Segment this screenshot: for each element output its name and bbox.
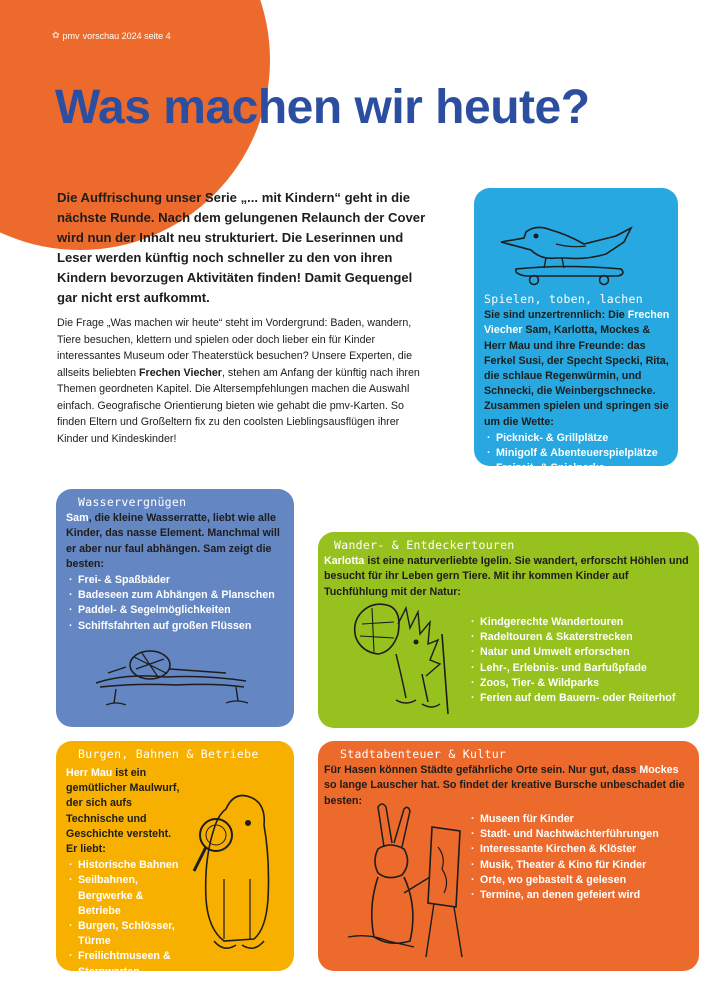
box-text-a: , die kleine Wasserratte, liebt wie alle Kinder, das nasse Element. Manchmal will er aber nur faul abhängen. Sam zeigt die besten:	[66, 512, 280, 570]
box-text-b: Sam, Karlotta, Mockes & Herr Mau und ihre Freunde: das Ferkel Susi, der Specht Specki, Rita, die schlaue Regenwürmin, und Schnecki, die Weinbergschnecke. Zusammen spielen und springen sie um die Wette:	[484, 324, 669, 428]
box-title: Spielen, toben, lachen	[484, 292, 643, 306]
intro-paragraph: Die Auffrischung unser Serie „... mit Kindern“ geht in die nächste Runde. Nach dem gelungenen Relaunch der Cover wird nun der Inhalt neu strukturiert. Die Leserinnen und Leser werden künftig noch schneller zu den von ihren Kindern bevorzugen Aktivitäten finden! Damit Gequengel gar nicht erst aufkommt.	[57, 190, 426, 305]
list-item: · Burgen, Schlösser, Türme	[66, 919, 182, 949]
box-highlight: Sam	[66, 512, 89, 525]
list-item: · Radeltouren & Skaterstrecken	[468, 630, 694, 645]
list-item: · Freizeit- & Spielparks	[484, 461, 674, 476]
box-title: Wasservergnügen	[78, 495, 187, 509]
box-stadt	[318, 741, 699, 971]
body-text-2: , stehen am Anfang der künftig nach ihren Themen geordneten Kapitel. Die Altersempfehlungen machen die Auswahl einfach. Geografische Orientierung bieten wie gehabt die pmv-Karten. So finden Eltern und Großeltern fix zu den coolsten Lieblingsausflügen ihrer Kinder und Kindeskinder!	[57, 366, 420, 445]
bird-skateboard-illustration	[496, 214, 646, 284]
box-wandern	[318, 532, 699, 728]
box-text	[324, 554, 694, 600]
list-item: · Erlebniswelten & Escaperooms	[484, 476, 674, 491]
body-highlight: Frechen Viecher	[139, 366, 222, 379]
list-item: · Lehr-, Erlebnis- und Barfußpfade	[468, 661, 694, 676]
header-line: vorschau 2024 seite 4	[82, 30, 171, 41]
hedgehog-hiker-illustration	[332, 594, 462, 719]
box-highlight: Karlotta	[324, 555, 365, 568]
list-item: · Museen für Kinder	[468, 812, 694, 827]
box-burgen	[56, 741, 294, 978]
list-item: · Zoos, Tier- & Wildparks	[468, 676, 694, 691]
box-text-a: ist eine naturverliebte Igelin. Sie wandert, erforscht Höhlen und besucht für ihr Leben gern Tiere. Mit ihr kommen Kinder auf Tuchfühlung mit der Natur:	[324, 555, 689, 598]
box-text	[66, 511, 288, 572]
box-title: Wander- & Entdeckertouren	[334, 538, 515, 552]
list-item: · Kindgerechte Wandertouren	[468, 615, 694, 630]
box-text-a: Für Hasen können Städte gefährliche Orte sein. Nur gut, dass	[324, 764, 640, 777]
box-text	[66, 766, 182, 857]
box-title: Burgen, Bahnen & Betriebe	[78, 747, 259, 761]
box-text-b: so lange Lauscher hat. So findet der kreative Bursche unbeschadet die besten:	[324, 779, 685, 807]
brand-label: pmv	[62, 30, 80, 41]
box-text	[484, 308, 674, 430]
list-item: · Ferien auf dem Bauern- oder Reiterhof	[468, 691, 694, 706]
list-item: · Seilbahnen, Bergwerke & Betriebe	[66, 873, 182, 919]
mole-magnifier-illustration	[184, 789, 289, 964]
list-item: · Natur und Umwelt erforschen	[468, 645, 694, 660]
box-text-a: ist ein gemütlicher Maulwurf, der sich aufs Technische und Geschichte versteht. Er liebt:	[66, 767, 180, 856]
box-highlight: Mockes	[639, 764, 679, 777]
list-item: · Musik, Theater & Kino für Kinder	[468, 858, 694, 873]
rabbit-painter-illustration	[338, 797, 468, 967]
box-list	[66, 573, 288, 634]
box-list	[468, 615, 694, 706]
list-item: · Freilichtmuseen & Sternwarten	[66, 949, 182, 979]
box-text-a: Sie sind unzertrennlich: Die	[484, 309, 628, 322]
list-item: · Klettergärten & Hochseilparks	[484, 492, 674, 507]
flower-icon: ✿	[52, 30, 60, 40]
box-list	[66, 858, 182, 980]
box-spielen	[474, 188, 678, 505]
box-list	[484, 431, 674, 507]
box-title: Stadtabenteuer & Kultur	[340, 747, 507, 761]
list-item: · Frei- & Spaßbäder	[66, 573, 288, 588]
list-item: · Stadt- und Nachtwächterführungen	[468, 827, 694, 842]
list-item: · Historische Bahnen	[66, 858, 182, 873]
body-paragraph	[57, 315, 427, 447]
box-wasser	[56, 489, 294, 727]
list-item: · Paddel- & Segelmöglichkeiten	[66, 603, 288, 618]
list-item: · Orte, wo gebastelt & gelesen	[468, 873, 694, 888]
list-item: · Minigolf & Abenteuerspielplätze	[484, 446, 674, 461]
box-list	[468, 812, 694, 903]
box-highlight: Frechen Viecher	[484, 309, 670, 337]
page-header	[52, 30, 171, 41]
list-item: · Schiffsfahrten auf großen Flüssen	[66, 619, 288, 634]
list-item: · Interessante Kirchen & Klöster	[468, 842, 694, 857]
list-item: · Termine, an denen gefeiert wird	[468, 888, 694, 903]
body-text-1: Die Frage „Was machen wir heute“ steht im Vordergrund: Baden, wandern, Tiere besuchen, klettern und spielen oder doch lieber ein für Kinder interessantes Museum oder Theaterstück besuchen? Unsere Experten, die allseits beliebten	[57, 317, 413, 379]
rat-floating-illustration	[86, 643, 266, 713]
page-title: Was machen wir heute?	[55, 81, 590, 134]
list-item: · Badeseen zum Abhängen & Planschen	[66, 588, 288, 603]
box-highlight: Herr Mau	[66, 767, 113, 779]
list-item: · Picknick- & Grillplätze	[484, 431, 674, 446]
